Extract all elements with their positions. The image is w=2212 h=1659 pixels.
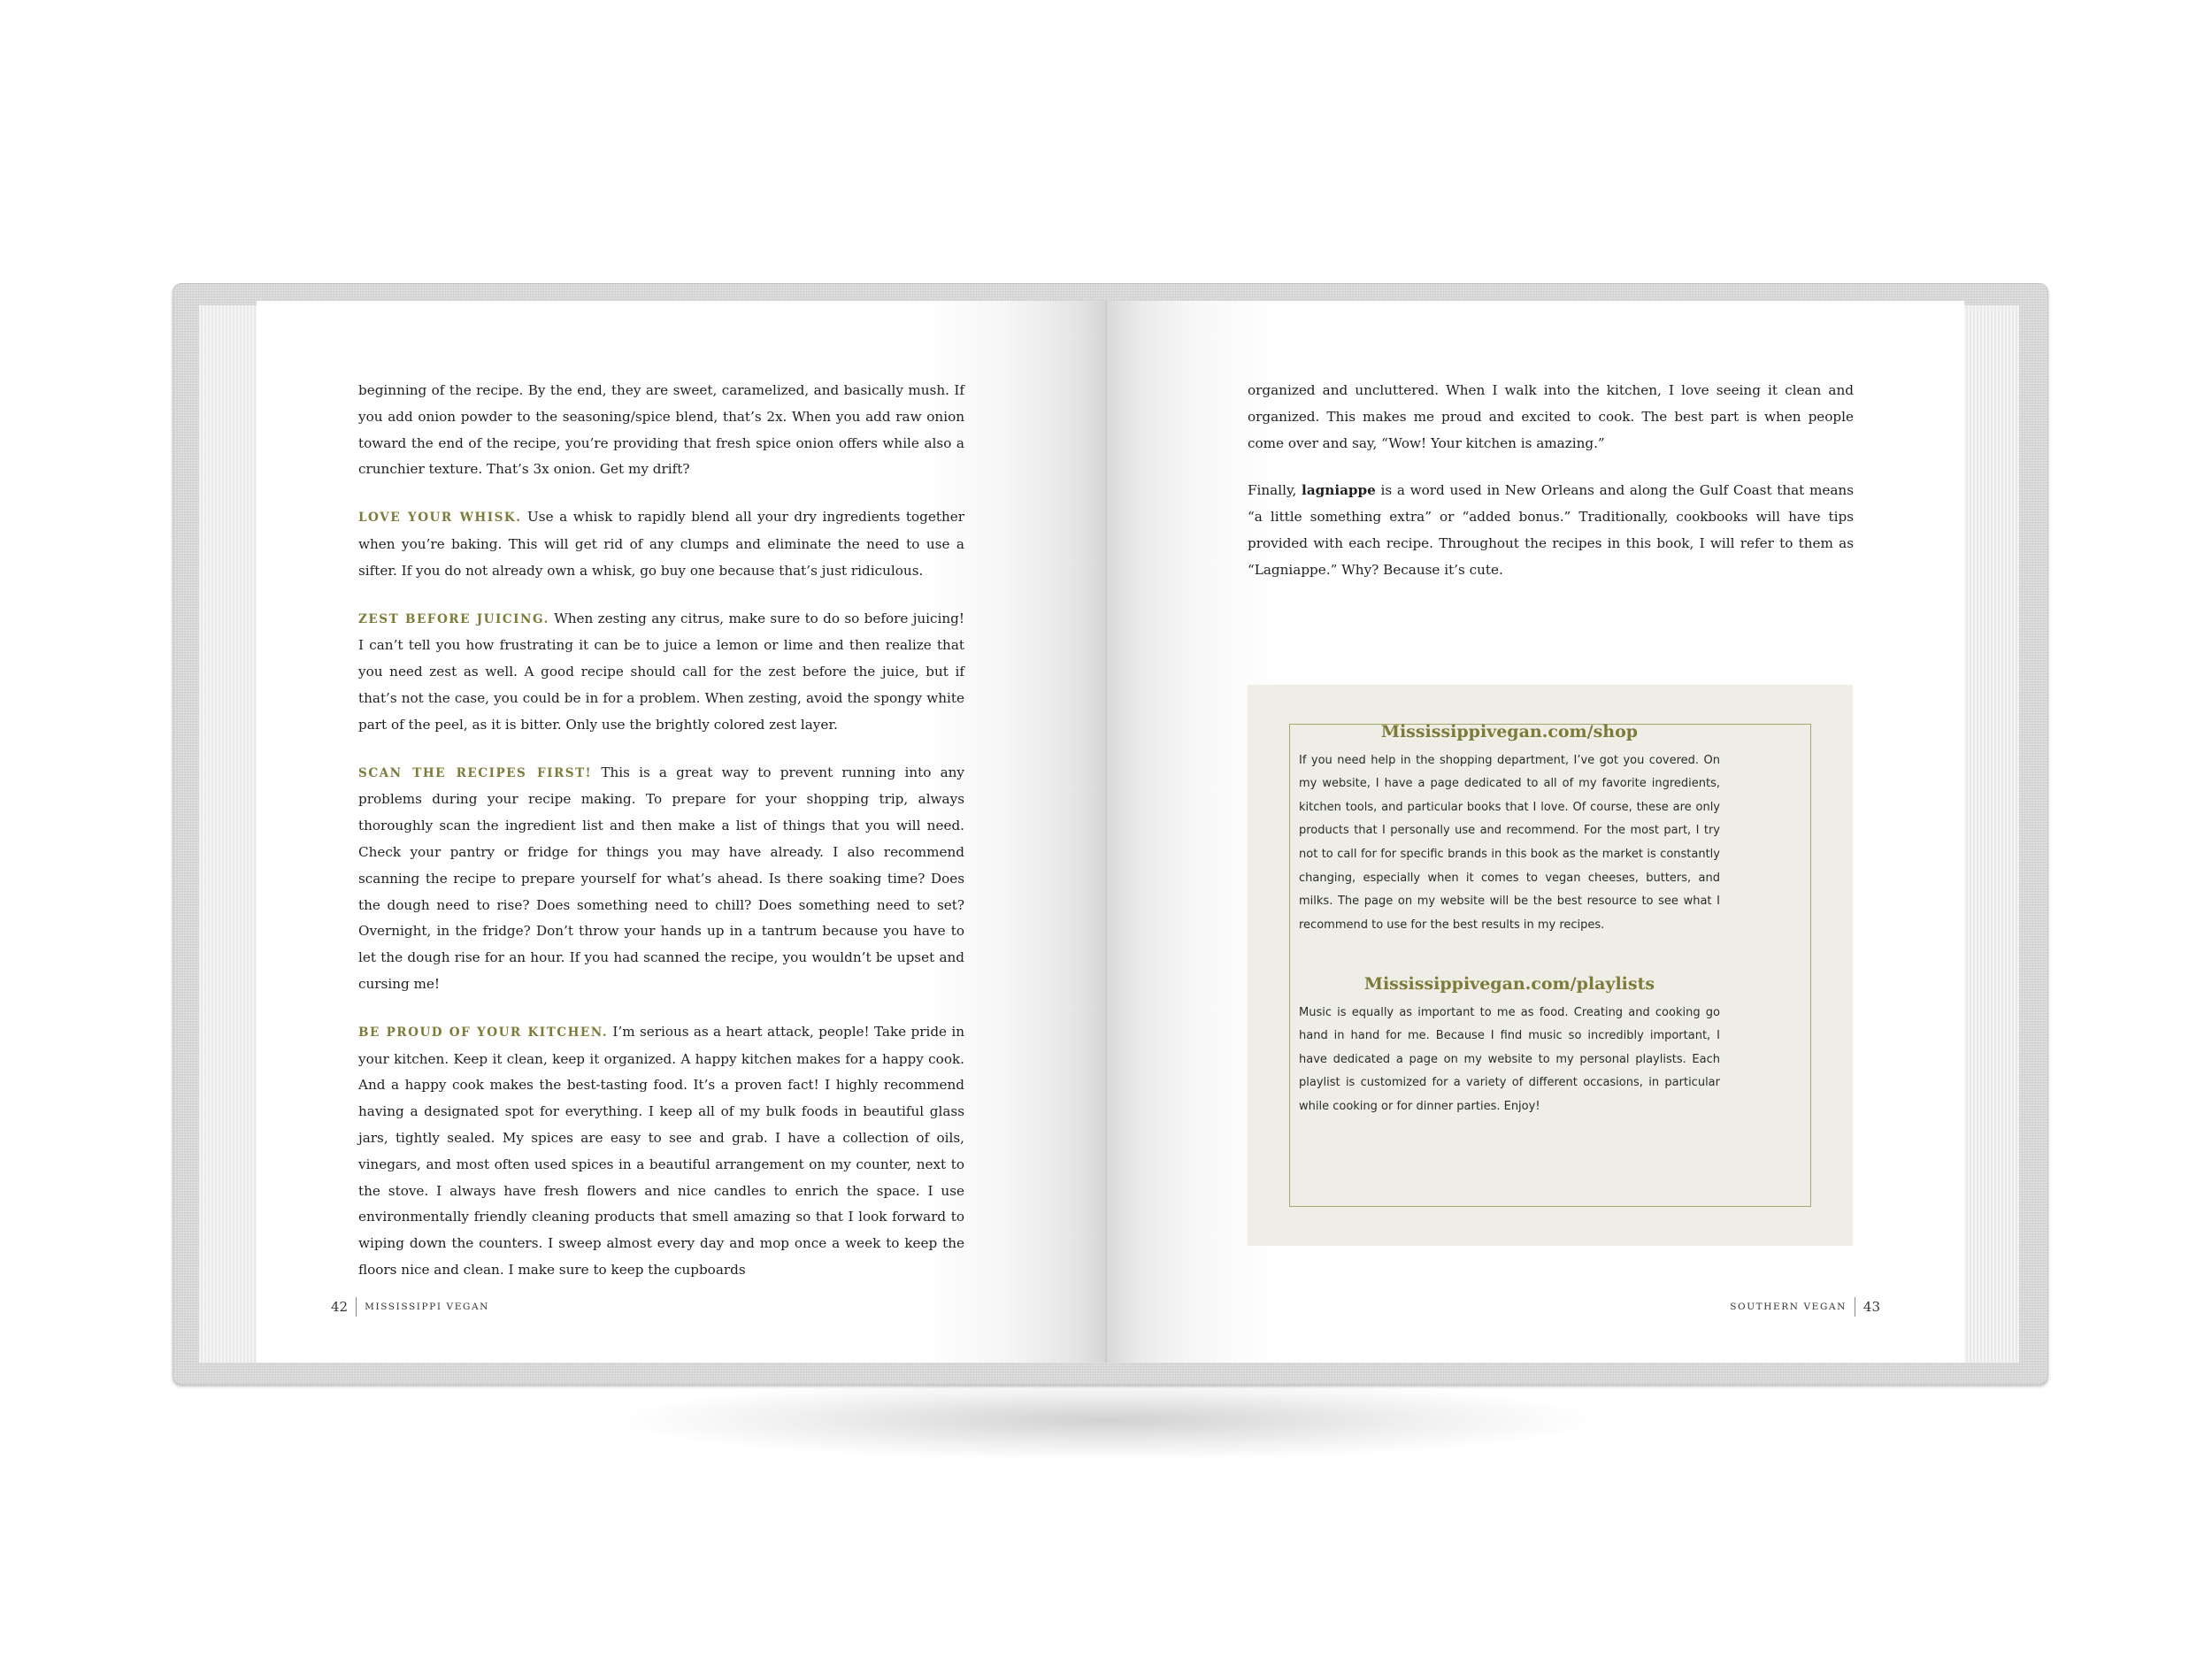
tip-text: Use a whisk to rapidly blend all your dry ingredients together when you’re baking. This will get rid of any clumps and eliminate the need to use a sifter. If you do not already own a whisk, go buy one because that’s just ridiculous. (358, 509, 964, 579)
tip-paragraph (358, 760, 964, 998)
shop-text: If you need help in the shopping department, I’ve got you covered. On my website, I have a page dedicated to all of my favorite ingredients, kitchen tools, and particular books that I love. Of course, these are only products that I personally use and recommend. For the most part, I try not to call for for specific brands in this book as the market is constantly changing, especially when it comes to vegan cheeses, butters, and milks. The page on my website will be the best resource to see what I recommend to use for the best results in my recipes. (1299, 753, 1720, 932)
playlists-title: Mississippivegan.com/playlists (1363, 974, 1655, 994)
tip-text: This is a great way to prevent running into any problems during your recipe making. To prepare for your shopping trip, always thoroughly scan the ingredient list and then make a list of things that you will need. Check your pantry or fridge for things you may have already. I also recommend scanning the recipe to prepare yourself for what’s ahead. Is there soaking time? Does the dough need to rise? Does something need to chill? Does something need to set? Overnight, in the fridge? Don’t throw your hands up in a tantrum because you have to let the dough rise for an hour. If you had scanned the recipe, you wouldn’t be upset and cursing me! (358, 764, 964, 992)
left-page-stack-edge (199, 305, 261, 1363)
right-running-head: SOUTHERN VEGAN (1730, 1302, 1847, 1312)
tip-text: I’m serious as a heart attack, people! Take pride in your kitchen. Keep it clean, keep it organized. A happy kitchen makes for a happy cook. And a happy cook makes the best-tasting food. It’s a proven fact! I highly recommend having a designated spot for everything. I keep all of my bulk foods in beautiful glass jars, tightly sealed. My spices are easy to see and grab. I have a collection of oils, vinegars, and most often used spices in a beautiful arrangement on my counter, next to the stove. I always have fresh flowers and nice candles to enrich the space. I use environmentally friendly cleaning products that smell amazing so that I look forward to wiping down the counters. I sweep almost every day and mop once a week to keep the floors nice and clean. I make sure to keep the cupboards (358, 1023, 964, 1278)
shop-title: Mississippivegan.com/shop (1380, 722, 1639, 741)
book-drop-shadow (619, 1380, 1593, 1460)
tip-paragraph (358, 1019, 964, 1284)
footer-divider (356, 1297, 357, 1317)
left-page-number: 42 (331, 1299, 349, 1315)
book-spine-gutter (1105, 301, 1107, 1363)
left-page-body (358, 378, 964, 1305)
continuation-paragraph: organized and uncluttered. When I walk into the kitchen, I love seeing it clean and organized. This makes me proud and excited to cook. The best part is when people come over and say, “Wow! Your kitchen is amazing.” (1248, 382, 1854, 451)
right-page-body (1248, 378, 1854, 605)
lagniappe-paragraph (1248, 478, 1854, 583)
tip-heading: BE PROUD OF YOUR KITCHEN. (358, 1025, 609, 1040)
tip-heading: LOVE YOUR WHISK. (358, 511, 522, 526)
tip-text: When zesting any citrus, make sure to do so before juicing! I can’t tell you how frustrating it can be to juice a lemon or lime and then realize that you need zest as well. A good recipe should call for the zest before the juice, but if that’s not the case, you could be in for a problem. When zesting, avoid the spongy white part of the peel, as it is bitter. Only use the brightly colored zest layer. (358, 610, 965, 733)
playlists-section (1299, 972, 1720, 1119)
intro-paragraph: beginning of the recipe. By the end, they are sweet, caramelized, and basically mush. If you add onion powder to the seasoning/spice blend, that’s 2x. When you add raw onion toward the end of the recipe, you’re providing that fresh spice onion offers while also a crunchier texture. That’s 3x onion. Get my drift? (358, 382, 964, 478)
tip-paragraph (358, 606, 964, 739)
lagniappe-definition: is a word used in New Orleans and along the Gulf Coast that means “a little something extra” or “added bonus.” Traditionally, cookbooks will have tips provided with each recipe. Throughout the recipes in this book, I will refer to them as “Lagniappe.” Why? Because it’s cute. (1248, 482, 1855, 578)
shop-section (1299, 720, 1720, 937)
tip-heading: ZEST BEFORE JUICING. (358, 611, 549, 626)
right-page-number: 43 (1863, 1299, 1880, 1315)
lagniappe-lead: Finally, (1248, 482, 1297, 499)
left-running-head: MISSISSIPPI VEGAN (365, 1302, 489, 1312)
right-page-stack-edge (1957, 305, 2019, 1363)
website-sidebar-box (1248, 685, 1853, 1246)
lagniappe-term: lagniappe (1302, 482, 1376, 499)
playlists-text: Music is equally as important to me as food. Creating and cooking go hand in hand for me. Because I find music so incredibly important, I have dedicated a page on my website to my personal playlists. Each playlist is customized for a variety of different occasions, in particular while cooking or for dinner parties. Enjoy! (1299, 1005, 1720, 1113)
tip-paragraph (358, 504, 964, 584)
tip-heading: SCAN THE RECIPES FIRST! (358, 765, 593, 780)
left-page-footer (331, 1297, 489, 1317)
right-page-footer (1730, 1297, 1880, 1317)
